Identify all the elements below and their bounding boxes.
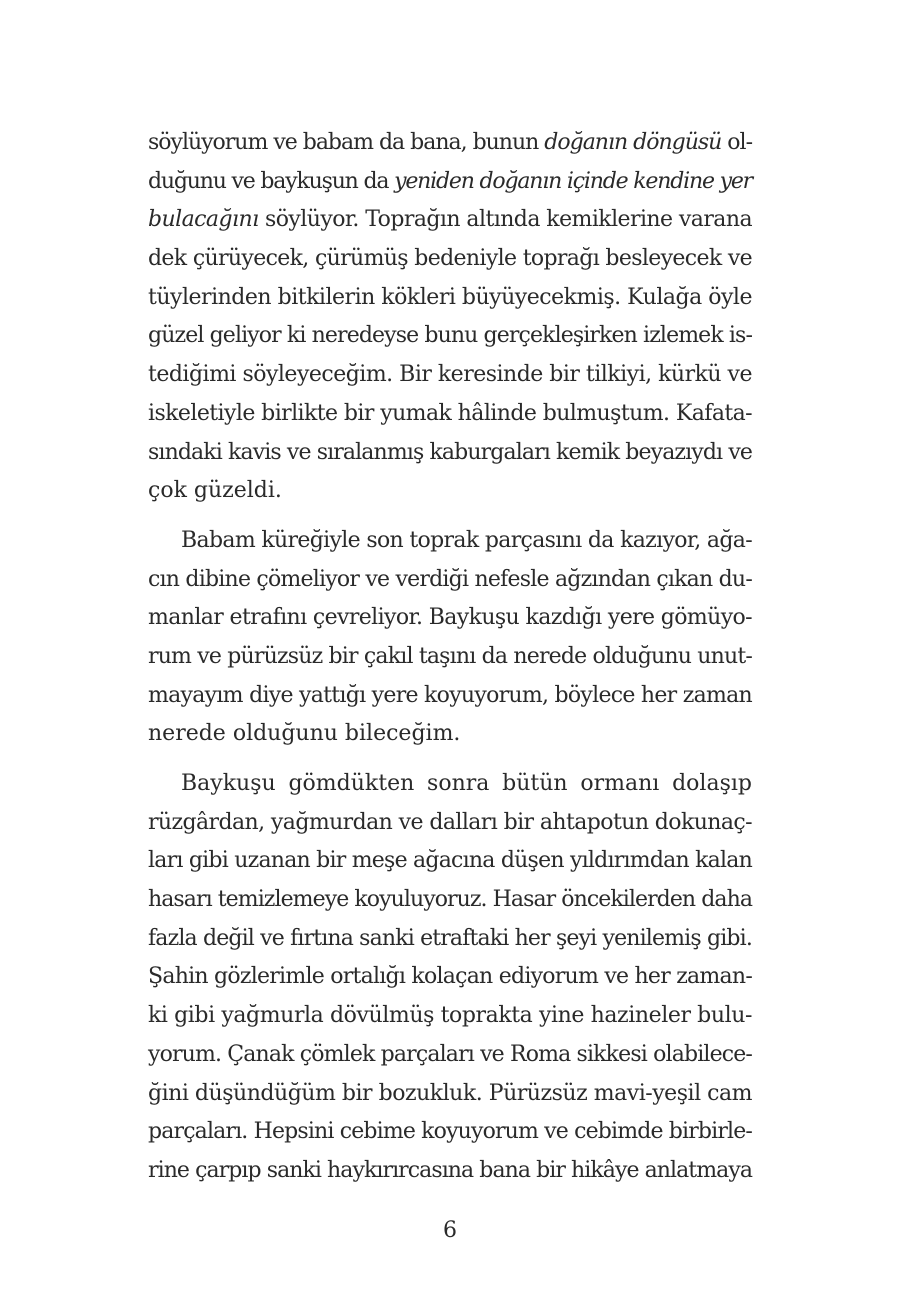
text-line: [148, 599, 752, 638]
paragraph: [148, 124, 752, 511]
text-line: [148, 677, 752, 716]
text-segment: cın dibine çömeliyor ve verdiği nefesle ağzından çıkan du-: [148, 566, 752, 592]
text-segment: manlar etrafını çevreliyor. Baykuşu kazdığı yere gömüyo-: [148, 605, 752, 631]
text-line: [148, 317, 752, 356]
text-line: [148, 638, 752, 677]
text-segment: rum ve pürüzsüz bir çakıl taşını da nerede olduğunu unut-: [148, 643, 753, 669]
text-segment: yorum. Çanak çömlek parçaları ve Roma sikkesi olabilece-: [148, 1041, 753, 1067]
text-line: [148, 522, 752, 561]
text-line: [148, 1036, 752, 1075]
text-segment: çok güzeldi.: [148, 478, 282, 504]
text-segment: Babam küreğiyle son toprak parçasını da kazıyor, ağa-: [181, 527, 753, 553]
text-line: [148, 804, 752, 843]
text-segment: ol-: [721, 130, 752, 155]
text-segment: fazla değil ve fırtına sanki etraftaki her şeyi yenilemiş gibi.: [148, 925, 752, 951]
text-line: [148, 1152, 752, 1191]
italic-text: bulacağını: [148, 207, 259, 233]
body-text: [148, 124, 752, 1191]
text-segment: nerede olduğunu bileceğim.: [148, 721, 461, 747]
text-segment: rüzgârdan, yağmurdan ve dalları bir ahtapotun dokunaç-: [148, 809, 753, 835]
text-segment: Baykuşu gömdükten sonra bütün ormanı dolaşıp: [181, 771, 752, 796]
text-line: [148, 163, 752, 202]
paragraph: [148, 522, 752, 754]
text-line: [148, 1113, 752, 1152]
text-segment: güzel geliyor ki neredeyse bunu gerçekleşirken izlemek is-: [148, 323, 753, 349]
text-line: [148, 715, 752, 754]
text-segment: hasarı temizlemeye koyuluyoruz. Hasar öncekilerden daha: [148, 887, 753, 913]
text-line: [148, 997, 752, 1036]
text-segment: söylüyorum ve babam da bana, bunun: [148, 130, 545, 155]
paragraph-gap: [148, 754, 752, 765]
text-line: [148, 881, 752, 920]
text-segment: ları gibi uzanan bir meşe ağacına düşen yıldırımdan kalan: [148, 848, 753, 874]
text-segment: dek çürüyecek, çürümüş bedeniyle toprağı besleyecek ve: [148, 246, 753, 272]
text-line: [148, 561, 752, 600]
paragraph-gap: [148, 511, 752, 522]
text-line: [148, 356, 752, 395]
text-segment: rine çarpıp sanki haykırırcasına bana bir hikâye anlatmaya: [148, 1157, 753, 1183]
text-line: [148, 395, 752, 434]
italic-text: doğanın döngüsü: [544, 130, 722, 155]
text-segment: tediğimi söyleyeceğim. Bir keresinde bir tilkiyi, kürkü ve: [148, 362, 752, 388]
text-line: [148, 842, 752, 881]
text-line: [148, 920, 752, 959]
text-line: [148, 434, 752, 473]
text-segment: duğunu ve baykuşun da: [148, 168, 395, 194]
text-line: [148, 472, 752, 511]
text-segment: mayayım diye yattığı yere koyuyorum, böylece her zaman: [148, 682, 753, 708]
text-line: [148, 279, 752, 318]
text-segment: tüylerinden bitkilerin kökleri büyüyecekmiş. Kulağa öyle: [148, 284, 752, 310]
italic-text: yeniden doğanın içinde kendine yer: [394, 168, 753, 194]
text-segment: söylüyor. Toprağın altında kemiklerine varana: [258, 207, 753, 233]
text-segment: ğini düşündüğüm bir bozukluk. Pürüzsüz mavi-yeşil cam: [148, 1080, 753, 1106]
text-segment: sındaki kavis ve sıralanmış kaburgaları kemik beyazıydı ve: [148, 439, 753, 465]
text-line: [148, 124, 752, 163]
text-line: [148, 1075, 752, 1114]
text-segment: parçaları. Hepsini cebime koyuyorum ve cebimde birbirle-: [148, 1119, 753, 1145]
text-line: [148, 201, 752, 240]
text-line: [148, 958, 752, 997]
text-segment: iskeletiyle birlikte bir yumak hâlinde bulmuştum. Kafata-: [148, 400, 753, 426]
text-line: [148, 765, 752, 804]
text-segment: Şahin gözlerimle ortalığı kolaçan ediyorum ve her zaman-: [148, 964, 753, 990]
page-number: 6: [443, 1218, 457, 1243]
text-segment: ki gibi yağmurla dövülmüş toprakta yine hazineler bulu-: [148, 1003, 752, 1029]
text-line: [148, 240, 752, 279]
paragraph: [148, 765, 752, 1191]
